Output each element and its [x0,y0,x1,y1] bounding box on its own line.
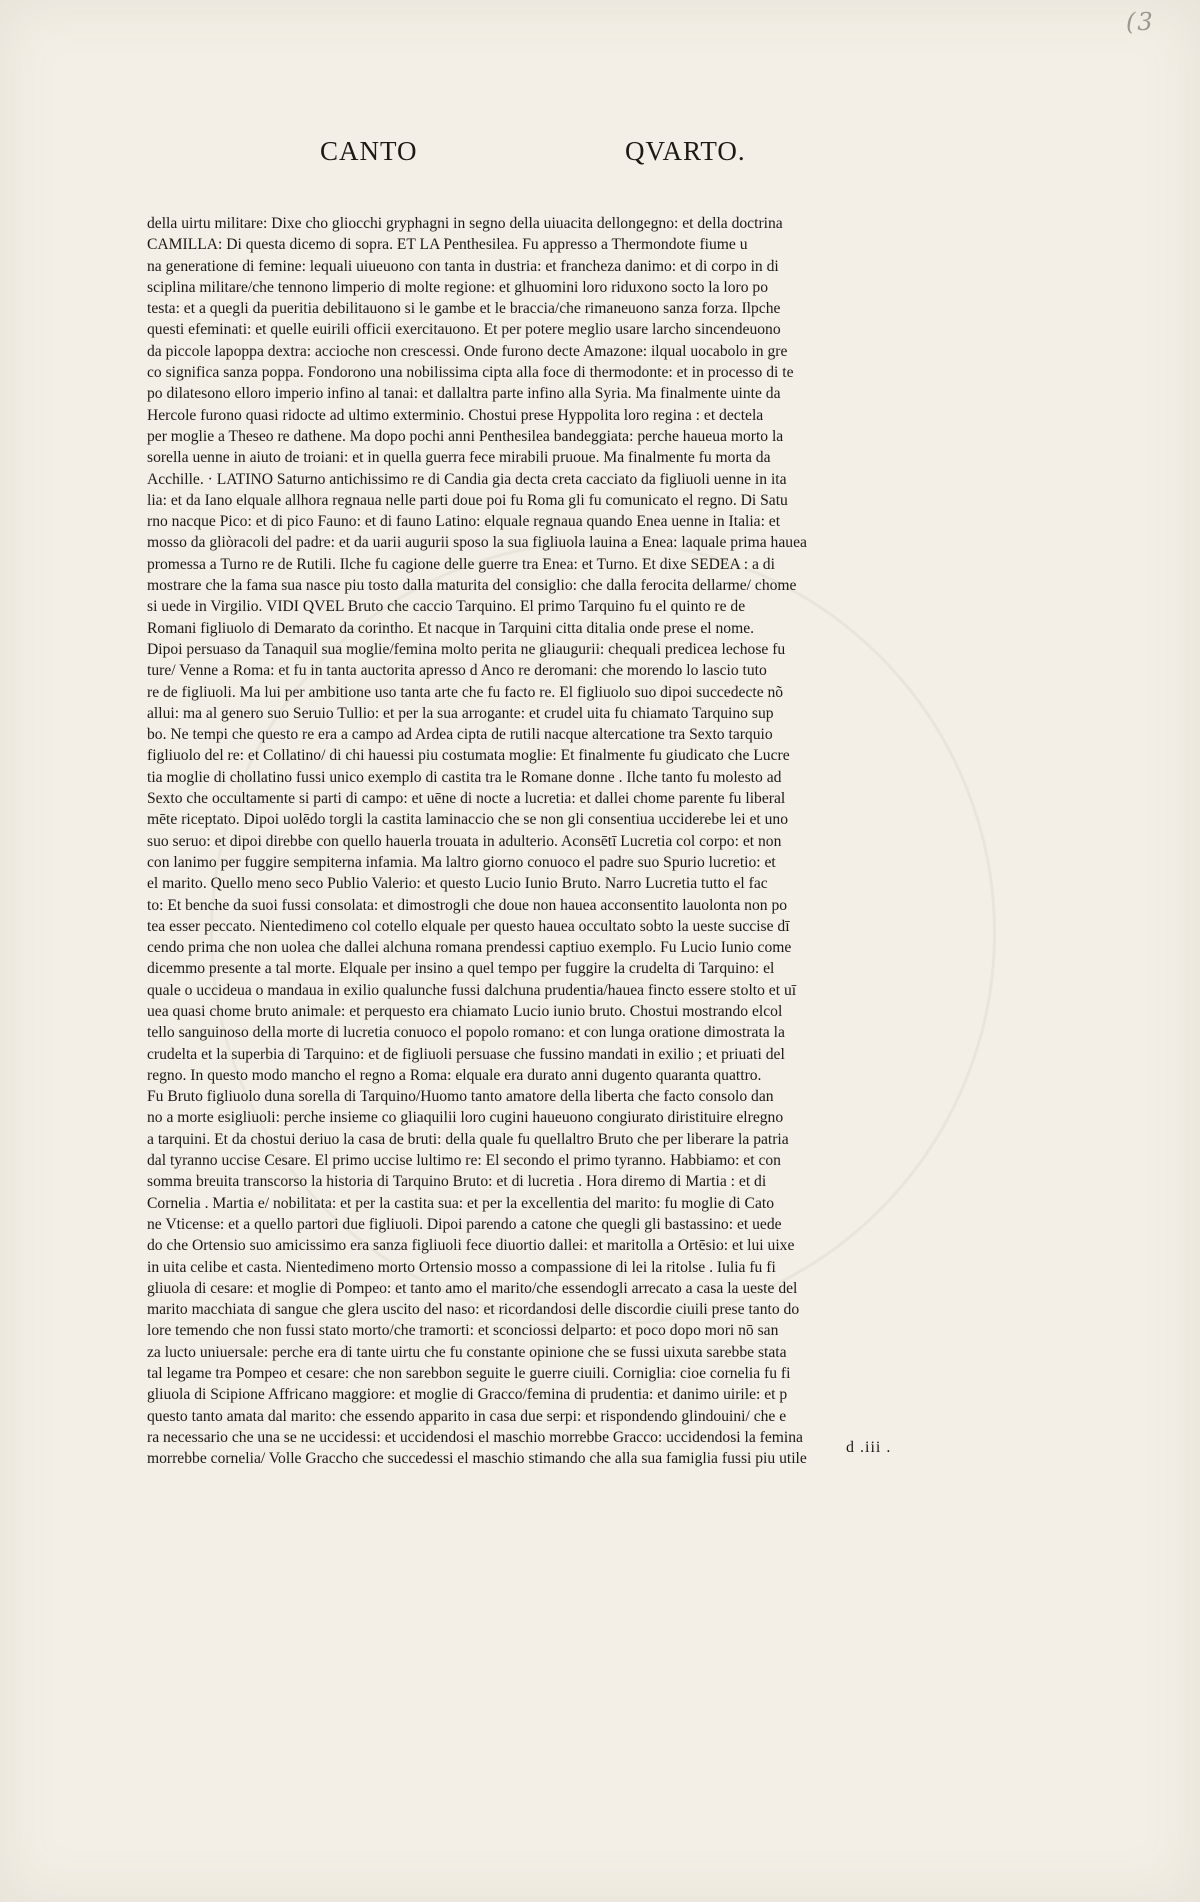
text-line: della uirtu militare: Dixe cho gliocchi gryphagni in segno della uiuacita dellongegno: et della doctrina [147,215,783,232]
text-line: con lanimo per fuggire sempiterna infamia. Ma laltro giorno conuoco el padre suo Spurio lucretio: et [147,853,776,871]
text-line: Sexto che occultamente si parti di campo: et uēne di nocte a lucretia: et dallei chome parente fu liberal [147,790,786,808]
running-head-left: CANTO [320,136,418,166]
text-line: el marito. Quello meno seco Publio Valerio: et questo Lucio Iunio Bruto. Narro Lucretia tutto el fac [147,875,768,893]
text-line: uea quasi chome bruto animale: et perquesto era chiamato Lucio iunio bruto. Chostui mostrando elcol [147,1002,783,1020]
text-line: CAMILLA: Di questa dicemo di sopra. ET LA Penthesilea. Fu appresso a Thermondote fiume u [147,236,748,254]
text-line: questo tanto amata dal marito: che essendo apparito in casa due serpi: et rispondendo glindouini/ che e [147,1407,787,1425]
text-line: do che Ortensio suo amicissimo era sanza figliuoli fece diuortio dallei: et maritolla a Ortēsio: et lui uixe [147,1237,795,1255]
text-line: regno. In questo modo mancho el regno a Roma: elquale era durato anni dugento quaranta quattro. [147,1066,762,1084]
text-line: Dipoi persuaso da Tanaquil sua moglie/femina molto perita ne gliaugurii: chequali predicea lechose fu [147,640,786,658]
text-line: Romani figliuolo di Demarato da corintho. Et nacque in Tarquini citta ditalia onde prese el nome. [147,619,755,637]
text-line: per moglie a Theseo re dathene. Ma dopo pochi anni Penthesilea bandeggiata: perche haueua morto la [147,427,784,445]
text-line: testa: et a quegli da pueritia debilitauono si le gambe et le braccia/che rimaneuono sanza forza. Ilpche [147,300,781,318]
text-line: ne Vticense: et a quello partori due figliuoli. Dipoi parendo a catone che quegli gli bastassino: et uede [147,1215,782,1233]
text-line: na generatione di femine: lequali uiueuono con tanta in dustria: et francheza danimo: et di corpo in di [147,257,779,275]
text-line: mēte riceptato. Dipoi uolēdo torgli la castita laminaccio che se non gli consentiua ucciderebe lei et uno [147,811,788,829]
text-line: crudelta et la superbia di Tarquino: et de figliuoli persuase che fussino mandati in exilio ; et priuati del [147,1045,785,1063]
text-line: to: Et benche da suoi fussi consolata: et dimostrogli che doue non hauea acconsentito lauolonta non po [147,896,788,914]
text-line: promessa a Turno re de Rutili. Ilche fu cagione delle guerre tra Enea: et Turno. Et dixe SEDEA : a di [147,555,775,573]
text-line: rno nacque Pico: et di pico Fauno: et di fauno Latino: elquale regnaua quando Enea uenne in Italia: et [147,513,781,531]
text-line: marito macchiata di sangue che glera uscito del naso: et ricordandosi delle discordie ciuili prese tanto do [147,1301,800,1319]
text-line: cendo prima che non uolea che dallei alchuna romana prendessi captiuo exemplo. Fu Lucio Iunio come [147,939,792,957]
text-line: questi efeminati: et quelle euirili officii exercitauono. Et per potere meglio usare larcho sincendeuono [147,321,781,339]
text-line: Hercole furono quasi ridocte ad ultimo exterminio. Chostui prese Hyppolita loro regina : et dectela [147,406,764,424]
text-line: dal tyranno uccise Cesare. El primo uccise lultimo re: El secondo el primo tyranno. Habbiamo: et con [147,1152,781,1170]
running-head [0,136,1200,176]
text-line: mostrare che la fama sua nasce piu tosto dalla maturita del consiglio: che dalla ferocita dellarme/ chome [147,577,797,595]
text-line: da piccole lapoppa dextra: accioche non crescessi. Onde furono decte Amazone: ilqual uocabolo in gre [147,342,788,360]
text-line: in uita celibe et casta. Nientedimeno morto Ortensio mosso a compassione di lei la ritolse . Iulia fu fi [147,1258,776,1276]
text-line: Cornelia . Martia e/ nobilitata: et per la castita sua: et per la excellentia del marito: fu moglie di Cato [147,1194,774,1212]
text-line: lore temendo che non fussi stato morto/che tramorti: et sconciossi delparto: et poco dopo mori nō san [147,1322,779,1340]
text-line: somma breuita transcorso la historia di Tarquino Bruto: et di lucretia . Hora diremo di Martia : et di [147,1173,767,1191]
text-line: co significa sanza poppa. Fondorono una nobilissima cipta alla foce di thermodonte: et in processo di te [147,364,794,382]
text-line: si uede in Virgilio. VIDI QVEL Bruto che caccio Tarquino. El primo Tarquino fu el quinto re de [147,598,746,616]
text-line: mosso da gliòracoli del padre: et da uarii augurii sposo la sua figliuola lauina a Enea: laquale prima hauea [147,534,807,552]
text-line: morrebbe cornelia/ Volle Graccho che succedessi el maschio stimando che alla sua famiglia fussi piu utile [147,1450,807,1468]
text-line: lia: et da Iano elquale allhora regnaua nelle parti doue poi fu Roma gli fu comunicato el regno. Di Satu [147,491,788,509]
text-line: gliuola di Scipione Affricano maggiore: et moglie di Gracco/femina di prudentia: et danimo uirile: et p [147,1386,788,1404]
text-line: po dilatesono elloro imperio infino al tanai: et dallaltra parte infino alla Syria. Ma finalmente uinte da [147,385,781,403]
text-line: Fu Bruto figliuolo duna sorella di Tarquino/Huomo tanto amatore della liberta che facto consolo dan [147,1088,774,1106]
text-line: sorella uenne in aiuto de troiani: et in quella guerra fece mirabili pruoue. Ma finalmente fu morta da [147,449,771,467]
text-line: bo. Ne tempi che questo re era a campo ad Ardea cipta de rutili nacque altercatione tra Sexto tarquio [147,726,773,744]
text-line: sciplina militare/che tennono limperio di molte regione: et glhuomini loro riduxono socto la loro po [147,278,769,296]
text-line: ra necessario che una se ne uccidessi: et uccidendosi el maschio morrebbe Gracco: uccidendosi la femina [147,1428,803,1446]
text-line: quale o uccideua o mandaua in exilio qualunche fussi dalchuna prudentia/hauea fincto essere stolto et uī [147,981,797,999]
text-line: re de figliuoli. Ma lui per ambitione uso tanta arte che fu facto re. El figliuolo suo dipoi succedecte nõ [147,683,784,701]
signature-mark: d .iii . [846,1439,892,1456]
text-line: tia moglie di chollatino fussi unico exemplo di castita tra le Romane donne . Ilche tanto fu molesto ad [147,768,782,786]
text-line: Acchille. · LATINO Saturno antichissimo re di Candia gia decta creta cacciato da figliuoli uenne in ita [147,470,787,488]
text-line: dicemmo presente a tal morte. Elquale per insino a quel tempo per fuggire la crudelta di Tarquino: el [147,960,775,978]
text-line: figliuolo del re: et Collatino/ di chi hauessi piu costumata moglie: Et finalmente fu giudicato che Lucre [147,747,790,765]
text-line: gliuola di cesare: et moglie di Pompeo: et tanto amo el marito/che essendogli arrecato a casa la ueste del [147,1279,798,1297]
text-line: allui: ma al genero suo Seruio Tullio: et per la sua arrogante: et crudel uita fu chiamato Tarquino sup [147,704,774,722]
text-line: tal legame tra Pompeo et cesare: che non sarebbon seguite le guerre ciuili. Corniglia: cioe cornelia fu fi [147,1365,791,1383]
running-head-right: QVARTO. [625,136,746,166]
text-line: za lucto uniuersale: perche era di tante uirtu che fu constante opinione che se fussi uixuta sarebbe stata [147,1343,787,1361]
text-line: tello sanguinoso della morte di lucretia conuoco el popolo romano: et con lunga oratione dimostrata la [147,1024,785,1042]
pencil-page-number: (3 [1126,8,1155,36]
text-line: no a morte esigliuoli: perche insieme co gliaquilii loro cugini haueuono congiurato diristituire elregno [147,1109,784,1127]
text-line: a tarquini. Et da chostui deriuo la casa de bruti: della quale fu quellaltro Bruto che per liberare la patria [147,1130,789,1148]
text-line: ture/ Venne a Roma: et fu in tanta auctorita apresso d Anco re deromani: che morendo lo lascio tuto [147,662,767,680]
body-text [147,213,1063,1470]
text-line: suo seruo: et dipoi direbbe con quello hauerla trouata in adulterio. Aconsētī Lucretia col corpo: et non [147,832,782,850]
text-line: tea esser peccato. Nientedimeno col cotello elquale per questo hauea occultato sobto la ueste succise dī [147,917,790,935]
